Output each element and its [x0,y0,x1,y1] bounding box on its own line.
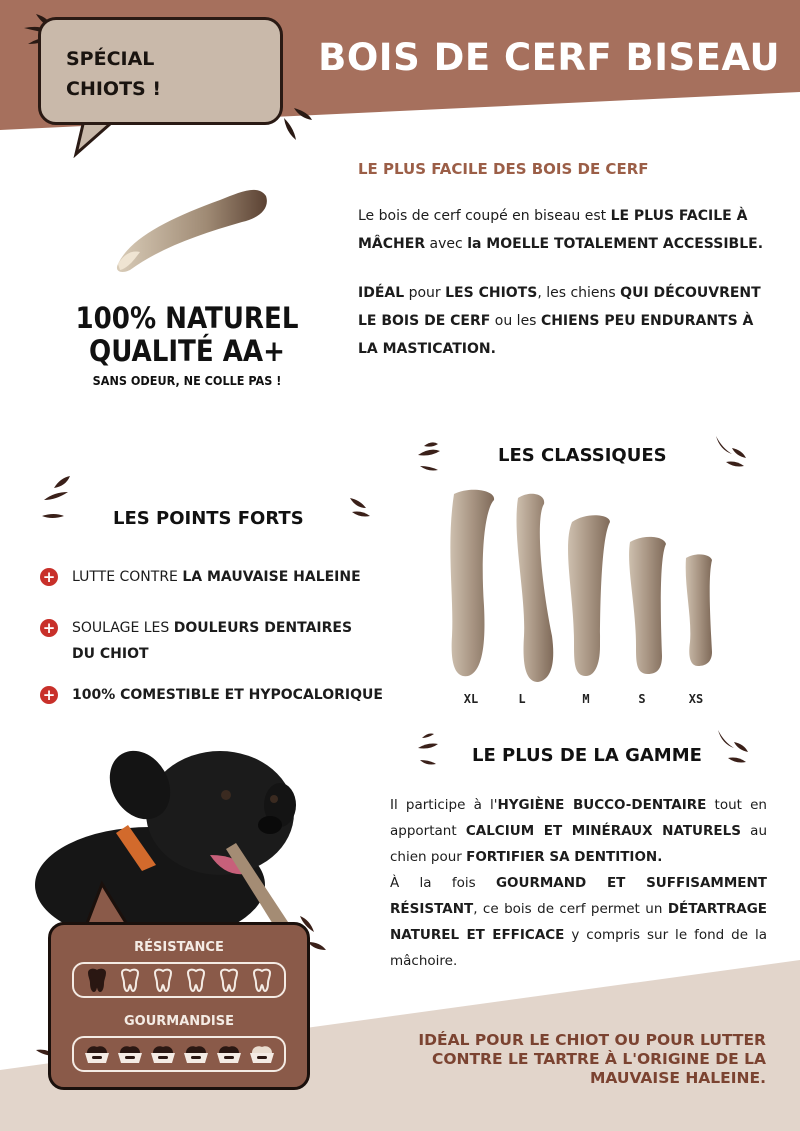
tooth-icon [183,967,209,993]
intro-text: Le bois de cerf coupé en biseau est [358,208,611,224]
point-text [72,564,361,590]
intro-paragraph-1 [358,202,770,258]
point-bold: LA MAUVAISE HALEINE [182,569,361,585]
quality-line-3: SANS ODEUR, NE COLLE PAS ! [92,373,282,388]
gamme-bold: DÉTARTRAGE NATUREL ET EFFICACE [390,901,767,943]
intro-bold: IDÉAL [358,285,405,301]
badge-line-1: SPÉCIAL [66,48,155,70]
size-label: S [638,692,646,706]
gamme-heading: LE PLUS DE LA GAMME [472,745,702,766]
bottom-tagline: IDÉAL POUR LE CHIOT OU POUR LUTTER CONTRE LE TARTRE À L'ORIGINE DE LA MAUVAISE HALEINE. [418,1031,766,1087]
resistance-rating [72,962,286,998]
intro-heading: LE PLUS FACILE DES BOIS DE CERF [358,160,649,178]
point-bold: 100% COMESTIBLE ET HYPOCALORIQUE [72,687,383,703]
point-text [72,615,352,667]
antler-image [110,178,270,274]
gamme-text: au chien pour [390,823,767,865]
food-bowl-icon [215,1041,243,1067]
intro-bold: LE PLUS FACILE À MÂCHER [358,208,748,252]
gamme-bold: FORTIFIER SA DENTITION. [466,849,663,865]
plus-icon: + [40,619,58,637]
gamme-bold: CALCIUM ET MINÉRAUX NATURELS [465,823,741,839]
point-bold: DU CHIOT [72,646,149,662]
food-bowl-icon [149,1041,177,1067]
tooth-icon [216,967,242,993]
antler-sizes-image [440,486,730,686]
points-heading: LES POINTS FORTS [113,508,304,529]
intro-bold: QUI DÉCOUVRENT LE BOIS DE CERF [358,285,761,329]
tooth-icon [84,967,110,993]
classiques-heading: LES CLASSIQUES [498,445,667,466]
gamme-text: , ce bois de cerf permet un [473,901,668,917]
tooth-icon [117,967,143,993]
point-text [72,682,383,708]
point-item [40,615,352,667]
intro-text: pour [404,285,446,301]
size-label: XS [688,692,704,706]
food-bowl-icon [83,1041,111,1067]
resistance-label: RÉSISTANCE [134,940,224,955]
gamme-text: Il participe à l' [390,797,498,813]
size-label: L [518,692,526,706]
plus-icon: + [40,686,58,704]
size-label: M [582,692,590,706]
point-normal: LUTTE CONTRE [72,569,183,585]
point-bold: DOULEURS DENTAIRES [173,620,353,636]
size-label: XL [463,692,479,706]
intro-paragraph-2 [358,279,770,363]
tooth-icon [249,967,275,993]
gamme-text: y compris sur le fond de la mâchoire. [390,927,767,969]
intro-text: avec [425,236,468,252]
food-bowl-icon [182,1041,210,1067]
point-item [40,564,361,590]
gamme-paragraph [390,792,767,974]
gamme-bold: GOURMAND ET SUFFISAMMENT RÉSISTANT [390,875,767,917]
quality-line-1: 100% NATUREL [75,301,299,335]
gourmandise-rating [72,1036,286,1072]
intro-text: ou les [490,313,541,329]
food-bowl-icon [116,1041,144,1067]
badge-text [66,44,266,104]
page-title: BOIS DE CERF BISEAU [318,36,780,79]
gamme-text: tout en apportant [390,797,767,839]
plus-icon: + [40,568,58,586]
quality-line-2: QUALITÉ AA+ [89,334,285,368]
intro-bold: la MOELLE TOTALEMENT ACCESSIBLE. [467,236,764,252]
point-item [40,682,383,708]
intro-bold: LES CHIOTS [445,285,538,301]
tooth-icon [150,967,176,993]
gamme-bold: HYGIÈNE BUCCO-DENTAIRE [497,797,707,813]
intro-text: , les chiens [537,285,621,301]
quality-block [60,302,314,394]
badge-line-2: CHIOTS ! [66,78,161,100]
intro-bold: CHIENS PEU ENDURANTS À LA MASTICATION. [358,313,754,357]
gourmandise-label: GOURMANDISE [123,1014,235,1029]
food-bowl-icon [248,1041,276,1067]
gamme-text: À la fois [390,875,496,891]
point-normal: SOULAGE LES [72,620,174,636]
puppy-photo [30,745,320,935]
